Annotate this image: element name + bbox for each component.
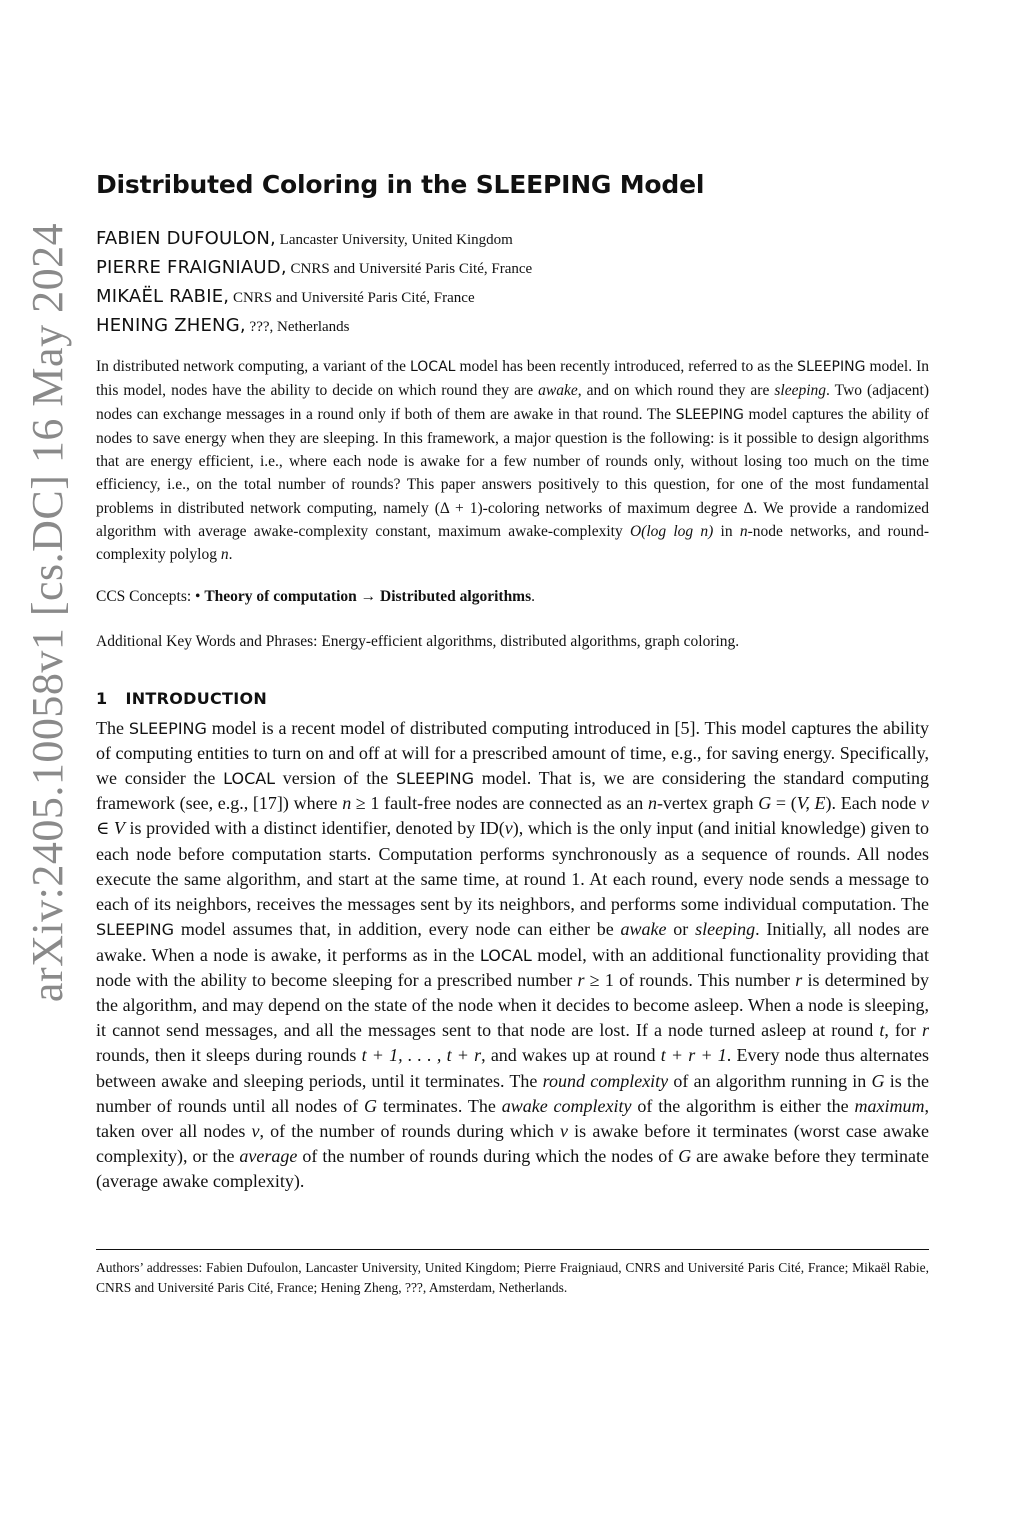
body-text: model assumes that, in addition, every node can either be [174, 919, 621, 940]
model-name: SLEEPING [395, 769, 474, 789]
body-text: of the number of rounds during which the nodes of [297, 1146, 679, 1167]
abstract-text: . [228, 546, 233, 564]
body-text: ≥ 1 fault-free nodes are connected as an [351, 793, 648, 814]
abstract-term: SLEEPING [675, 406, 744, 423]
abstract-text: -node networks, and round-complexity polylog [96, 523, 929, 564]
abstract-text: model captures the ability of nodes to save energy when they are sleeping. In this framework, a major question is the following: is it possible to design algorithms that are energy efficient, i.e., where each node is awake for a few number of rounds only, without losing too much on the time efficiency, i.e., on the total number of rounds? This paper answers positively to this question, for one of the most fundamental problems in distributed network computing, namely (Δ + 1)-coloring networks of maximum degree Δ. We provide a randomized algorithm with average awake-complexity constant, maximum awake-complexity [96, 405, 929, 541]
section-heading [96, 689, 929, 708]
ccs-concept: Theory of computation → Distributed algorithms [204, 587, 532, 605]
abstract-math: n [739, 523, 748, 541]
footnote-divider [96, 1249, 929, 1250]
body-text: , taken over all nodes [96, 1095, 929, 1141]
body-text: , for [884, 1020, 922, 1041]
body-text: . Every node thus alternates between awake and sleeping periods, until it terminates. The [96, 1045, 929, 1091]
math-var: n [647, 793, 657, 814]
paper-title: Distributed Coloring in the SLEEPING Model [96, 170, 705, 199]
author-name: HENING ZHENG, [96, 315, 246, 336]
abstract-text: , and on which round they are [577, 382, 775, 400]
body-text: is determined by the algorithm, and may depend on the state of the node when it decides to become asleep. When a node is sleeping, it cannot send messages, and all the messages sent to that node are lost. If a node turned asleep at round [96, 969, 929, 1041]
model-name: LOCAL [479, 945, 532, 965]
body-text: version of the [275, 768, 396, 789]
math-var: t + 1, . . . , t + r [361, 1045, 482, 1066]
body-text: The [96, 717, 129, 738]
math-var: v [504, 818, 513, 839]
author-line [96, 254, 929, 283]
section-title: INTRODUCTION [125, 688, 268, 708]
body-text: -vertex graph [656, 793, 759, 814]
author-affiliation: ???, Netherlands [245, 319, 350, 335]
section-number: 1 [96, 688, 108, 708]
body-text: ∈ [96, 818, 114, 839]
body-text: is awake before it terminates (worst case awake complexity), or the [96, 1120, 929, 1167]
author-affiliation: CNRS and Université Paris Cité, France [286, 261, 533, 277]
body-text: are awake before they terminate (average awake complexity). [96, 1146, 929, 1192]
model-name: SLEEPING [96, 920, 175, 940]
math-var: n [342, 793, 352, 814]
body-text: ). Each node [825, 793, 921, 814]
body-text: = ( [771, 793, 797, 814]
math-var: v [921, 793, 929, 814]
body-text: of the algorithm is either the [631, 1095, 855, 1116]
body-text: ≥ 1 of rounds. This number [584, 969, 796, 990]
math-var: t [879, 1020, 885, 1041]
arxiv-stamp [18, 222, 78, 1002]
abstract-emphasis: sleeping [774, 382, 827, 400]
abstract-text: model has been recently introduced, referred to as the [455, 358, 798, 375]
body-text: model, with an additional functionality providing that node with the ability to become sleeping for a prescribed number [96, 944, 929, 990]
emphasis: awake complexity [501, 1095, 632, 1116]
author-line [96, 225, 929, 254]
math-var: v [251, 1120, 260, 1141]
math-var: V [113, 818, 125, 839]
math-var: G [871, 1070, 885, 1091]
author-name: PIERRE FRAIGNIAUD, [96, 257, 287, 278]
body-text: . Initially, all nodes are awake. When a node is awake, it performs as in the [96, 919, 929, 965]
abstract [96, 355, 929, 567]
math-var: v [560, 1120, 569, 1141]
emphasis: awake [620, 919, 667, 940]
abstract-text: . Two (adjacent) nodes can exchange messages in a round only if both of them are awake in that round. The [96, 382, 929, 423]
math-var: G [678, 1146, 692, 1167]
intro-paragraph [96, 716, 929, 1195]
author-line [96, 283, 929, 312]
body-text: , of the number of rounds during which [259, 1120, 561, 1141]
math-var: G [758, 793, 772, 814]
abstract-emphasis: awake [538, 382, 578, 400]
abstract-term: LOCAL [409, 359, 456, 375]
author-name: FABIEN DUFOULON, [96, 228, 276, 249]
author-name: MIKAËL RABIE, [96, 286, 230, 307]
body-text: or [666, 919, 696, 940]
math-var: r [795, 969, 803, 990]
math-var: r [921, 1020, 929, 1041]
body-text: terminates. The [376, 1095, 502, 1116]
emphasis: maximum [854, 1095, 925, 1116]
body-text: of an algorithm running in [668, 1070, 872, 1091]
body-text: ), which is the only input (and initial knowledge) given to each node before computation starts. Computation performs synchronously as a sequence of rounds. All nodes execute the same algorithm, and start at the same time, at round 1. At each round, every node sends a message to each of its neighbors, receives the messages sent by its neighbors, and performs some individual computation. The [96, 818, 929, 915]
authors-addresses-footnote: Authors’ addresses: Fabien Dufoulon, Lancaster University, United Kingdom; Pierre Fraigniaud, CNRS and Université Paris Cité, France; Mikaël Rabie, CNRS and Université Paris Cité, France; Hening Zheng, ???, Amsterdam, Netherlands. [96, 1259, 929, 1295]
abstract-text: model. In this model, nodes have the ability to decide on which round they are [96, 358, 929, 400]
body-text: is provided with a distinct identifier, denoted by ID( [124, 818, 505, 839]
emphasis: sleeping [695, 919, 756, 940]
body-text: model is a recent model of distributed computing introduced in [5]. This model captures the ability of computing entities to turn on and off at will for a prescribed amount of time, e.g., for saving energy. Specifically, we consider the [96, 717, 929, 789]
abstract-term: SLEEPING [797, 359, 866, 375]
math-var: r [577, 969, 585, 990]
arxiv-id[interactable]: arXiv:2405.10058v1 [cs.DC] 16 May 2024 [23, 222, 73, 1002]
keywords: Additional Key Words and Phrases: Energy-efficient algorithms, distributed algorithms, graph coloring. [96, 632, 740, 650]
abstract-text: In distributed network computing, a variant of the [96, 358, 410, 375]
author-list [96, 225, 929, 341]
abstract-math: n [220, 546, 229, 564]
ccs-concepts [96, 585, 929, 608]
ccs-label: CCS Concepts: • [96, 587, 205, 605]
body-text: model. That is, we are considering the standard computing framework (see, e.g., [17]) where [96, 768, 930, 814]
body-text: is the number of rounds until all nodes of [96, 1070, 930, 1116]
body-text: rounds, then it sleeps during rounds [96, 1045, 362, 1066]
emphasis: average [239, 1146, 298, 1167]
body-text: , and wakes up at round [481, 1045, 661, 1066]
model-name: LOCAL [223, 769, 276, 789]
author-affiliation: Lancaster University, United Kingdom [275, 232, 513, 248]
model-name: SLEEPING [128, 718, 207, 738]
abstract-math: O(log log n) [629, 523, 714, 541]
ccs-end: . [531, 587, 536, 605]
emphasis: round complexity [542, 1070, 669, 1091]
math-var: t + r + 1 [660, 1045, 727, 1066]
math-var: G [363, 1095, 377, 1116]
math-var: V, E [796, 793, 826, 814]
abstract-text: in [713, 523, 740, 541]
author-affiliation: CNRS and Université Paris Cité, France [229, 290, 475, 306]
paper-page [96, 170, 929, 1298]
author-line [96, 312, 929, 341]
